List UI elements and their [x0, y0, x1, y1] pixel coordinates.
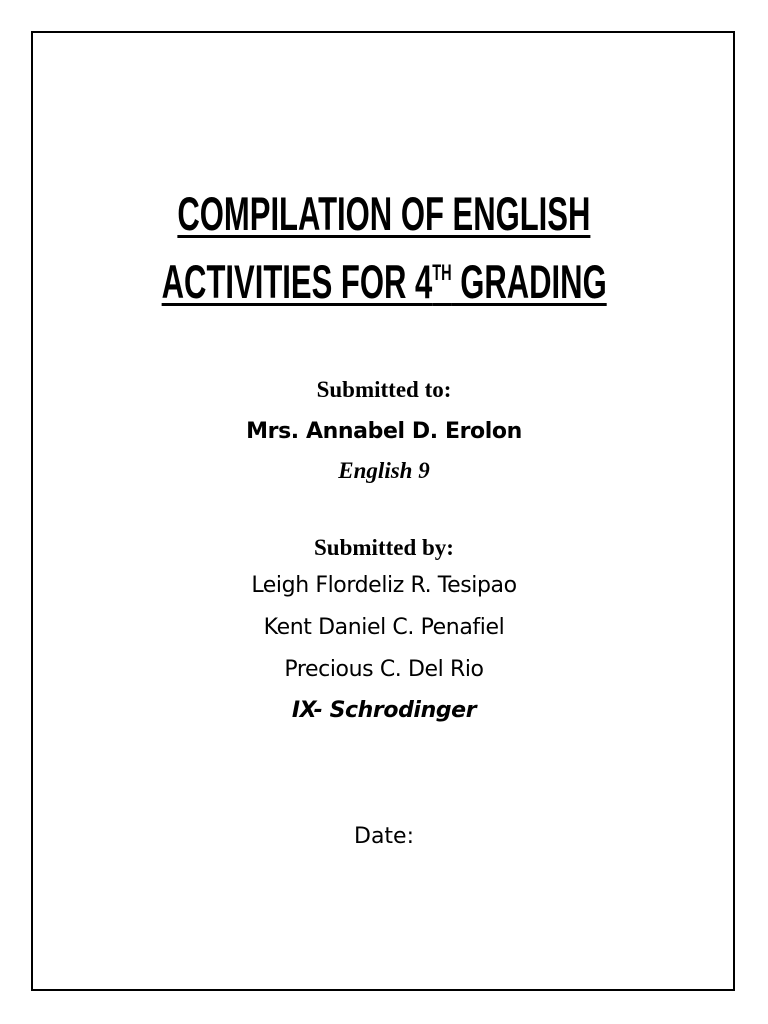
submitted-to-heading: Submitted to:	[316, 377, 452, 402]
title-text-1: COMPILATION OF ENGLISH	[177, 187, 591, 240]
member-name-2: Kent Daniel C. Penafiel	[263, 615, 505, 640]
submitted-by-heading: Submitted by:	[314, 535, 454, 560]
subject-name: English 9	[338, 458, 430, 483]
document-title-line-1	[0, 187, 768, 240]
title-text-2	[161, 255, 607, 308]
member-name-1: Leigh Flordeliz R. Tesipao	[251, 573, 517, 598]
title-superscript: TH	[432, 260, 452, 285]
member-name-3: Precious C. Del Rio	[284, 657, 484, 682]
document-title-line-2	[0, 255, 768, 308]
date-label: Date:	[354, 824, 414, 849]
title-line2-suffix: GRADING	[451, 255, 607, 308]
section-name: IX- Schrodinger	[291, 698, 477, 723]
title-line2-prefix: ACTIVITIES FOR 4	[161, 255, 433, 308]
teacher-name: Mrs. Annabel D. Erolon	[246, 419, 522, 444]
